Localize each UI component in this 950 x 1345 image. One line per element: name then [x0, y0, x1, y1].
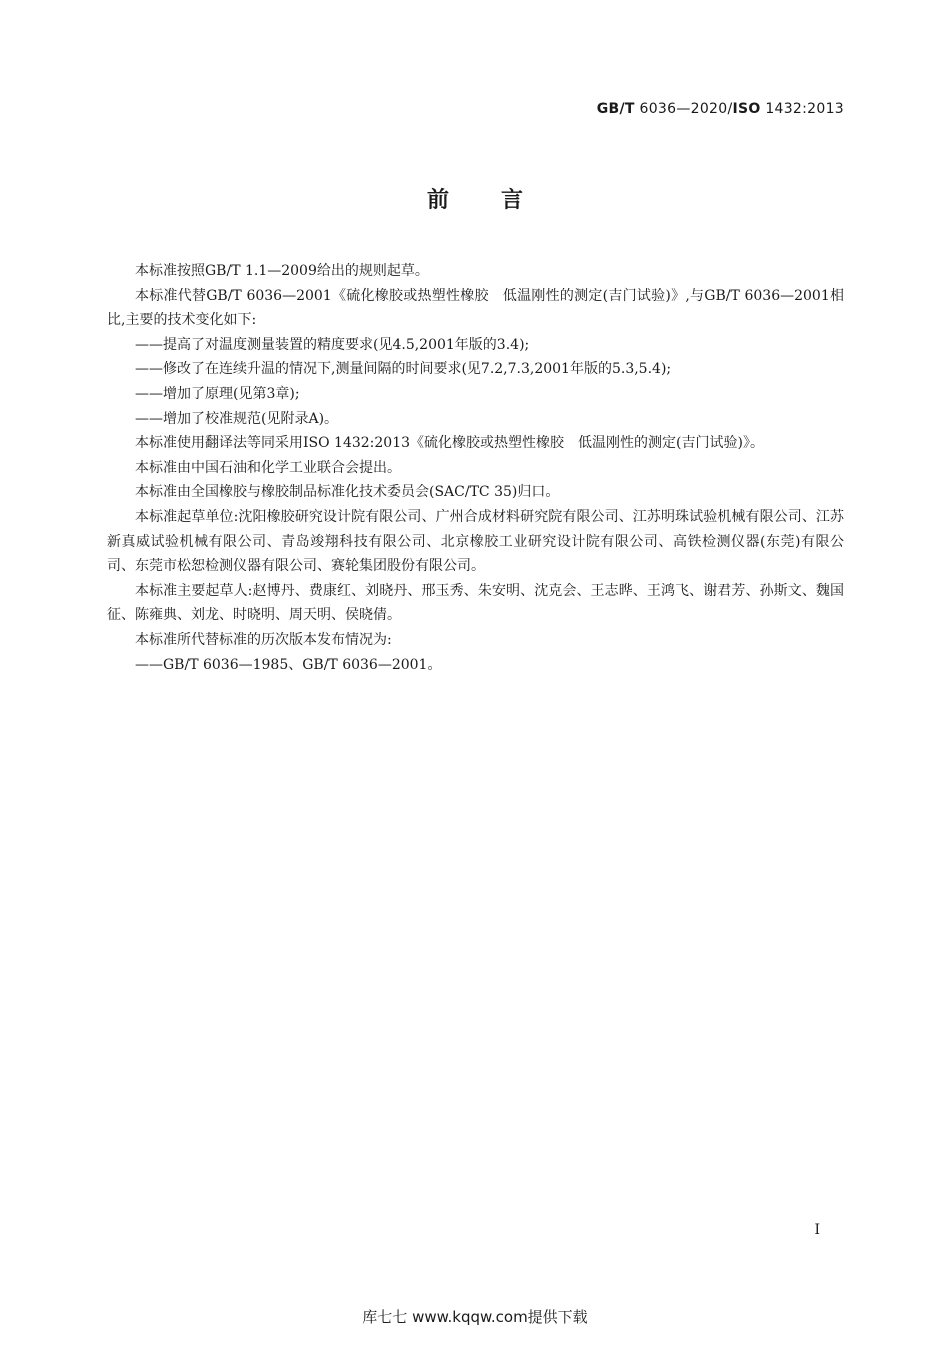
page-title: 前言: [426, 188, 575, 213]
change-item-principle: ——增加了原理(见第3章);: [135, 385, 300, 402]
gb-number: 6036—2020/: [634, 101, 733, 117]
paragraph-replaces: 本标准代替GB/T 6036—2001《硫化橡胶或热塑性橡胶 低温刚性的测定(吉门试验)》,与GB/T 6036—2001相比,主要的技术变化如下:: [107, 287, 844, 329]
gb-code: GB/T: [596, 101, 635, 117]
paragraph-previous-editions: 本标准所代替标准的历次版本发布情况为:: [135, 631, 392, 648]
paragraph-drafting-units: 本标准起草单位:沈阳橡胶研究设计院有限公司、广州合成材料研究院有限公司、江苏明珠试验机械有限公司、江苏新真威试验机械有限公司、青岛竣翔科技有限公司、北京橡胶工业研究设计院有限公司、高铁检测仪器(东莞)有限公司、东莞市松恕检测仪器有限公司、赛轮集团股份有限公司。: [107, 508, 844, 575]
iso-number: 1432:2013: [760, 101, 844, 117]
change-item-interval: ——修改了在连续升温的情况下,测量间隔的时间要求(见7.2,7.3,2001年版的5.3,5.4);: [135, 361, 672, 378]
paragraph-adoption: 本标准使用翻译法等同采用ISO 1432:2013《硫化橡胶或热塑性橡胶 低温刚性的测定(吉门试验)》。: [135, 435, 764, 452]
previous-editions-list: ——GB/T 6036—1985、GB/T 6036—2001。: [135, 656, 442, 673]
foreword-body: [107, 259, 844, 677]
paragraph-drafters: 本标准主要起草人:赵博丹、费康红、刘晓丹、邢玉秀、朱安明、沈克会、王志晔、王鸿飞、谢君芳、孙斯文、魏国征、陈雍典、刘龙、时晓明、周天明、侯晓倩。: [107, 582, 844, 624]
change-item-calibration: ——增加了校准规范(见附录A)。: [135, 410, 339, 427]
download-footer: 库七七 www.kqqw.com提供下载: [362, 1308, 588, 1326]
change-item-accuracy: ——提高了对温度测量装置的精度要求(见4.5,2001年版的3.4);: [135, 336, 530, 353]
page-number: I: [814, 1222, 820, 1238]
paragraph-centralized-by: 本标准由全国橡胶与橡胶制品标准化技术委员会(SAC/TC 35)归口。: [135, 484, 560, 501]
paragraph-proposed-by: 本标准由中国石油和化学工业联合会提出。: [135, 459, 401, 476]
iso-code: ISO: [732, 101, 761, 117]
paragraph-drafting-rules: 本标准按照GB/T 1.1—2009给出的规则起草。: [135, 263, 429, 279]
standard-number-header: [597, 101, 844, 117]
